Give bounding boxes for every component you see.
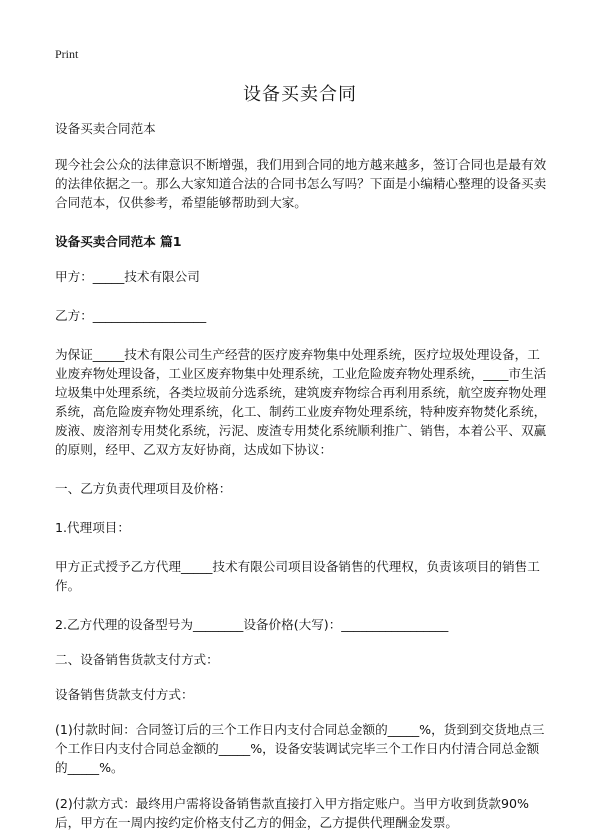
- model-price-line: 2.乙方代理的设备型号为________设备价格(大写)：_________________: [55, 617, 449, 632]
- payment-time-paragraph: (1)付款时间：合同签订后的三个工作日内支付合同总金额的_____%，货到到交货地点三个工作日内支付合同总金额的_____%，设备安装调试完毕三个工作日内付清合同总金额的_____%。: [55, 722, 545, 775]
- document-title: 设备买卖合同: [243, 84, 357, 105]
- intro-paragraph: 现今社会公众的法律意识不断增强，我们用到合同的地方越来越多，签订合同也是最有效的法律依据之一。那么大家知道合法的合同书怎么写吗？下面是小编精心整理的设备买卖合同范本，仅供参考，希望能够帮助到大家。: [55, 157, 547, 210]
- payment-method-paragraph: (2)付款方式：最终用户需将设备销售款直接打入甲方指定账户。当甲方收到货款90%后，甲方在一周内按约定价格支付乙方的佣金，乙方提供代理酬金发票。: [55, 796, 530, 830]
- agency-grant-paragraph: 甲方正式授予乙方代理_____技术有限公司项目设备销售的代理权，负责该项目的销售工作。: [55, 559, 540, 593]
- print-link[interactable]: Print: [55, 47, 79, 61]
- clause-2-heading: 二、设备销售货款支付方式：: [55, 652, 219, 667]
- clause-1-heading: 一、乙方负责代理项目及价格：: [55, 481, 232, 496]
- party-b-line: 乙方：__________________: [55, 308, 207, 323]
- document-body: [55, 119, 549, 832]
- preamble-paragraph: 为保证_____技术有限公司生产经营的医疗废弃物集中处理系统，医疗垃圾处理设备，工业废弃物处理设备，工业区废弃物集中处理系统，工业危险废弃物处理系统，____市生活垃圾集中处理系统，各类垃圾前分选系统，建筑废弃物综合再利用系统，航空废弃物处理系统，高危险废弃物处理系统，化工、制药工业废弃物处理系统，特种废弃物焚化系统，废液、废溶剂专用焚化系统，污泥、废渣专用焚化系统顺利推广、销售，本着公平、双赢的原则，经甲、乙双方友好协商，达成如下协议：: [55, 347, 547, 457]
- subtitle-paragraph: 设备买卖合同范本: [55, 121, 156, 136]
- party-a-line: 甲方：_____技术有限公司: [55, 269, 200, 284]
- payment-method-label: 设备销售货款支付方式：: [55, 687, 194, 702]
- agency-items-label: 1.代理项目：: [55, 520, 130, 535]
- section-heading: 设备买卖合同范本 篇1: [55, 234, 182, 249]
